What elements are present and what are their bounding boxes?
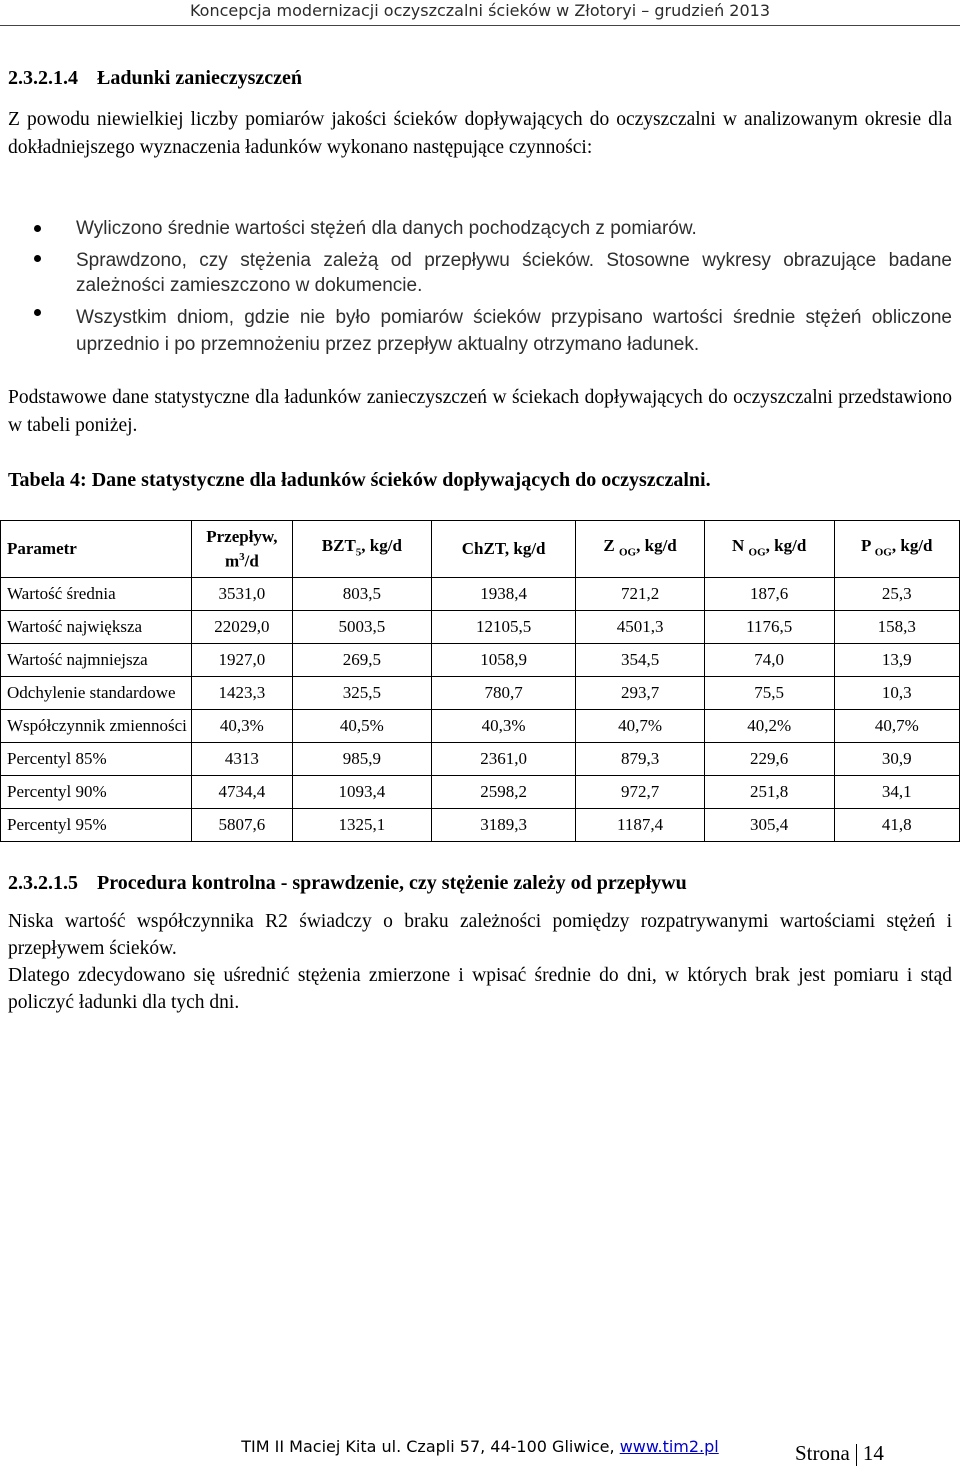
row-label: Wartość średnia: [1, 578, 192, 611]
row-label: Wartość największa: [1, 611, 192, 644]
list-item: [0, 214, 952, 243]
table-row: [1, 677, 960, 710]
row-label: Współczynnik zmienności: [1, 710, 192, 743]
table-body: [1, 578, 960, 842]
table-cell: 2598,2: [431, 776, 576, 809]
bullet-icon: [34, 309, 41, 316]
bullet-icon: [34, 225, 41, 232]
table-cell: 25,3: [834, 578, 959, 611]
bullet-list: [0, 214, 952, 358]
table-cell: 251,8: [704, 776, 834, 809]
list-item-text: Wyliczono średnie wartości stężeń dla danych pochodzących z pomiarów.: [76, 218, 697, 239]
list-item-text: Wszystkim dniom, gdzie nie było pomiarów ścieków przypisano wartości średnie stężeń obliczone uprzednio i po przemnożeniu przez przepływ aktualny otrzymano ładunek.: [76, 307, 952, 355]
paragraph-decision: Dlatego zdecydowano się uśrednić stężenia zmierzone i wpisać średnie do dni, w których brak jest pomiaru i stąd policzyć ładunki dla tych dni.: [8, 965, 952, 1013]
table-cell: 1093,4: [292, 776, 431, 809]
table-cell: 721,2: [576, 578, 704, 611]
table-cell: 40,7%: [834, 710, 959, 743]
header-p: P $_{OG}$, kg/d: [834, 521, 959, 578]
header-divider: [0, 25, 960, 26]
table-cell: 972,7: [576, 776, 704, 809]
table-cell: 3189,3: [431, 809, 576, 842]
section-heading-ladunki: [8, 66, 302, 90]
page-header: Koncepcja modernizacji oczyszczalni ścieków w Złotoryi – grudzień 2013: [189, 1, 771, 20]
table-cell: 1927,0: [191, 644, 292, 677]
table-cell: 4734,4: [191, 776, 292, 809]
table-cell: 1176,5: [704, 611, 834, 644]
table-cell: 34,1: [834, 776, 959, 809]
page-separator: [856, 1444, 857, 1466]
section-heading-procedura: [8, 871, 687, 895]
header-z: Z $_{OG}$, kg/d: [576, 521, 704, 578]
table-cell: 1058,9: [431, 644, 576, 677]
paragraph-r2: Niska wartość współczynnika R2 świadczy o braku zależności pomiędzy rozpatrywanymi wartościami stężeń i przepływem ścieków.: [8, 911, 952, 959]
table-row: [1, 644, 960, 677]
list-item-text: Sprawdzono, czy stężenia zależą od przepływu ścieków. Stosowne wykresy obrazujące badane zależności zamieszczono w dokumencie.: [76, 250, 952, 296]
table-header-row: [1, 521, 960, 578]
footer-website-link[interactable]: www.tim2.pl: [619, 1437, 719, 1456]
table-cell: 12105,5: [431, 611, 576, 644]
table-cell: 2361,0: [431, 743, 576, 776]
table-cell: 1423,3: [191, 677, 292, 710]
table-row: [1, 809, 960, 842]
table-cell: 158,3: [834, 611, 959, 644]
table-caption: Tabela 4: Dane statystyczne dla ładunków ścieków dopływających do oczyszczalni.: [8, 469, 711, 491]
section-title: Procedura kontrolna - sprawdzenie, czy stężenie zależy od przepływu: [97, 872, 687, 894]
table-cell: 74,0: [704, 644, 834, 677]
table-row: [1, 776, 960, 809]
bullet-icon: [34, 255, 41, 262]
table-cell: 1325,1: [292, 809, 431, 842]
table-cell: 1187,4: [576, 809, 704, 842]
table-cell: 40,7%: [576, 710, 704, 743]
page-footer: [180, 1436, 780, 1458]
header-param: Parametr: [1, 521, 192, 578]
table-cell: 3531,0: [191, 578, 292, 611]
table-cell: 4313: [191, 743, 292, 776]
table-cell: 41,8: [834, 809, 959, 842]
page-label: Strona: [795, 1441, 850, 1465]
section-title: Ładunki zanieczyszczeń: [97, 67, 302, 89]
table-row: [1, 578, 960, 611]
table-cell: 1938,4: [431, 578, 576, 611]
row-label: Percentyl 95%: [1, 809, 192, 842]
header-flow: Przepływ, $m^3/d$: [191, 521, 292, 578]
table-cell: 22029,0: [191, 611, 292, 644]
table-cell: 5807,6: [191, 809, 292, 842]
row-label: Wartość najmniejsza: [1, 644, 192, 677]
table-cell: 879,3: [576, 743, 704, 776]
list-item: [0, 244, 952, 298]
table-cell: 305,4: [704, 809, 834, 842]
table-cell: 780,7: [431, 677, 576, 710]
table-cell: 40,3%: [431, 710, 576, 743]
row-label: Percentyl 90%: [1, 776, 192, 809]
table-cell: 40,3%: [191, 710, 292, 743]
table-cell: 30,9: [834, 743, 959, 776]
footer-address: TIM II Maciej Kita ul. Czapli 57, 44-100 Gliwice,: [241, 1437, 620, 1456]
table-cell: 4501,3: [576, 611, 704, 644]
table-cell: 10,3: [834, 677, 959, 710]
table-cell: 985,9: [292, 743, 431, 776]
page-number-box: [795, 1440, 884, 1466]
table-cell: 803,5: [292, 578, 431, 611]
table-row: [1, 743, 960, 776]
table-cell: 40,2%: [704, 710, 834, 743]
list-item: [0, 298, 952, 358]
table-cell: 293,7: [576, 677, 704, 710]
section-number: 2.3.2.1.4: [8, 67, 78, 89]
summary-paragraph: Podstawowe dane statystyczne dla ładunków zanieczyszczeń w ściekach dopływających do oczyszczalni przedstawiono w tabeli poniżej.: [8, 387, 952, 436]
table-cell: 13,9: [834, 644, 959, 677]
header-chzt: ChZT, kg/d: [431, 521, 576, 578]
table-cell: 40,5%: [292, 710, 431, 743]
row-label: Odchylenie standardowe: [1, 677, 192, 710]
table-cell: 5003,5: [292, 611, 431, 644]
header-bzt: $BZT_5$, kg/d: [292, 521, 431, 578]
table-row: [1, 710, 960, 743]
table-cell: 269,5: [292, 644, 431, 677]
page-number: 14: [862, 1441, 884, 1465]
row-label: Percentyl 85%: [1, 743, 192, 776]
header-n: N $_{OG}$, kg/d: [704, 521, 834, 578]
statistics-table: [0, 520, 960, 842]
table-cell: 325,5: [292, 677, 431, 710]
table-cell: 75,5: [704, 677, 834, 710]
section-number: 2.3.2.1.5: [8, 872, 78, 894]
table-cell: 229,6: [704, 743, 834, 776]
table-cell: 354,5: [576, 644, 704, 677]
table-row: [1, 611, 960, 644]
intro-paragraph: Z powodu niewielkiej liczby pomiarów jakości ścieków dopływających do oczyszczalni w analizowanym okresie dla dokładniejszego wyznaczenia ładunków wykonano następujące czynności:: [8, 109, 952, 158]
table-cell: 187,6: [704, 578, 834, 611]
